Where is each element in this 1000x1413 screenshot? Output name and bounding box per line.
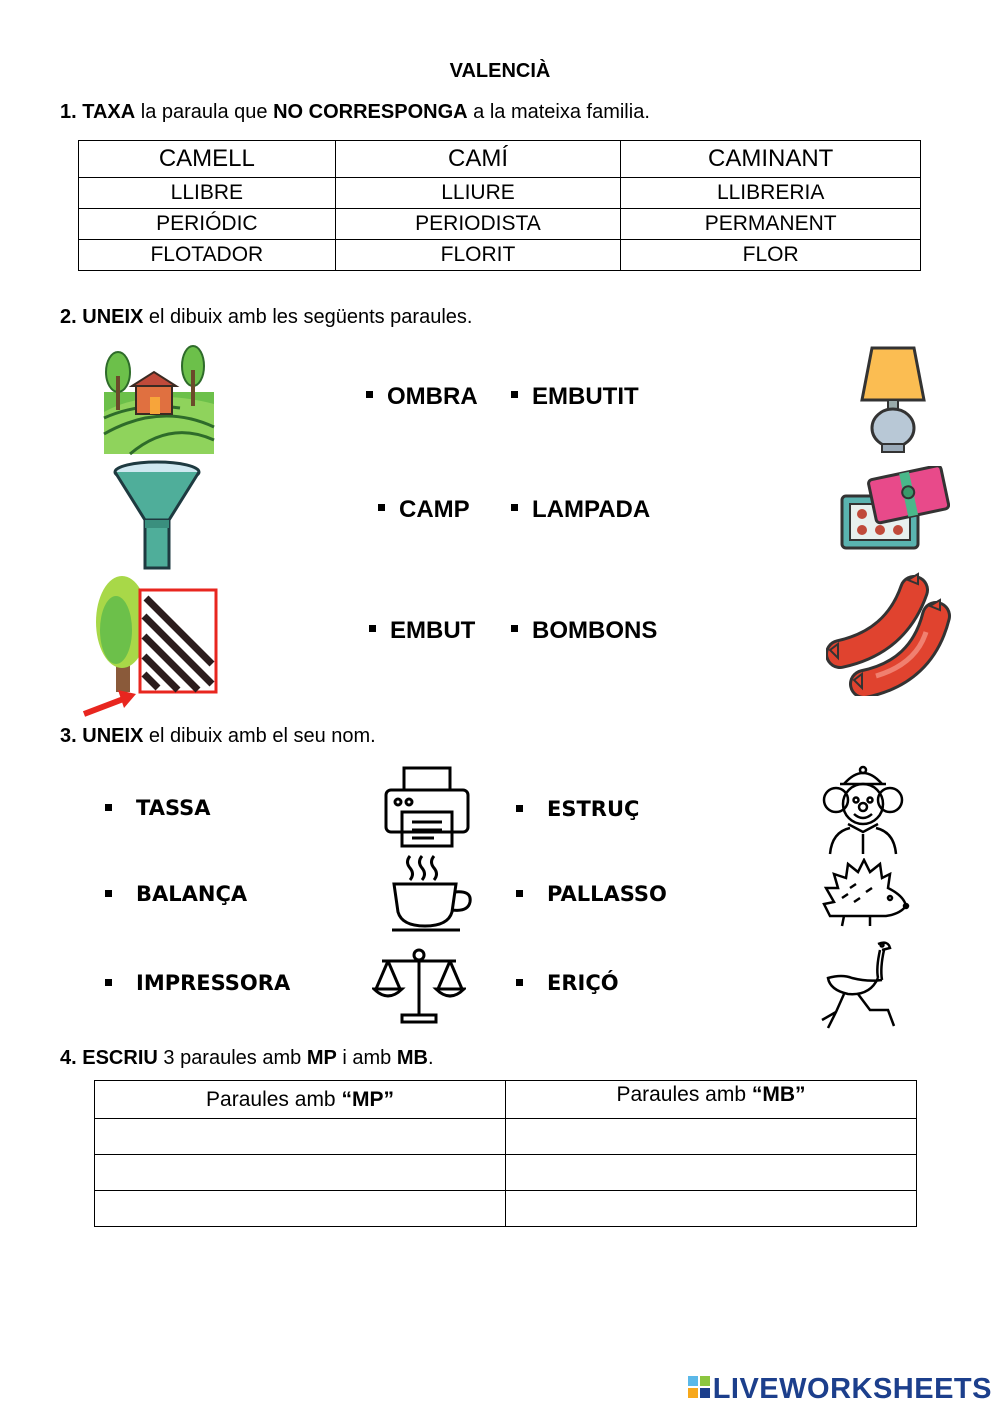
page-title: VALENCIÀ bbox=[449, 60, 551, 82]
bullet bbox=[105, 890, 112, 897]
bullet bbox=[511, 625, 518, 632]
bullet bbox=[511, 504, 518, 511]
table-row bbox=[95, 1155, 917, 1191]
answer-cell-mb[interactable] bbox=[506, 1119, 917, 1155]
bullet bbox=[369, 625, 376, 632]
bullet bbox=[516, 890, 523, 897]
mp-mb-table bbox=[94, 1080, 917, 1227]
word-erico[interactable]: ERIÇÓ bbox=[516, 971, 619, 995]
header-mb: Paraules amb “MB” bbox=[506, 1081, 917, 1119]
word-cell[interactable]: CAMINANT bbox=[621, 141, 921, 178]
word-bombons[interactable]: BOMBONS bbox=[511, 617, 657, 645]
lamp-picture[interactable] bbox=[858, 344, 928, 456]
word-pallasso[interactable]: PALLASSO bbox=[516, 882, 667, 906]
bullet bbox=[516, 805, 523, 812]
clown-picture[interactable] bbox=[820, 762, 906, 856]
word-family-table bbox=[78, 140, 921, 271]
table-row bbox=[95, 1119, 917, 1155]
bullet bbox=[511, 391, 518, 398]
bullet bbox=[516, 979, 523, 986]
ostrich-picture[interactable] bbox=[818, 938, 900, 1034]
word-embut[interactable]: EMBUT bbox=[369, 617, 475, 645]
liveworksheets-logo[interactable]: LIVEWORKSHEETS bbox=[688, 1373, 992, 1406]
word-cell[interactable]: PERIODISTA bbox=[335, 209, 621, 240]
word-tassa[interactable]: TASSA bbox=[105, 796, 211, 820]
question-3: 3. UNEIX el dibuix amb el seu nom. bbox=[60, 725, 376, 747]
table-row bbox=[79, 240, 921, 271]
word-cell[interactable]: PERIÓDIC bbox=[79, 209, 336, 240]
bullet bbox=[378, 504, 385, 511]
word-cell[interactable]: FLOTADOR bbox=[79, 240, 336, 271]
table-header-row bbox=[95, 1081, 917, 1119]
word-cell[interactable]: PERMANENT bbox=[621, 209, 921, 240]
table-row bbox=[79, 141, 921, 178]
printer-picture[interactable] bbox=[382, 764, 472, 852]
word-cell[interactable]: FLOR bbox=[621, 240, 921, 271]
header-mp: Paraules amb “MP” bbox=[95, 1081, 506, 1119]
scale-picture[interactable] bbox=[372, 945, 466, 1025]
word-impressora[interactable]: IMPRESSORA bbox=[105, 971, 290, 995]
logo-blocks-icon bbox=[688, 1376, 710, 1398]
bullet bbox=[105, 804, 112, 811]
word-cell[interactable]: CAMELL bbox=[79, 141, 336, 178]
cup-picture[interactable] bbox=[388, 852, 476, 936]
question-4: 4. ESCRIU 3 paraules amb MP i amb MB. bbox=[60, 1047, 434, 1069]
countryside-picture[interactable] bbox=[100, 342, 218, 457]
chocolate-box-picture[interactable] bbox=[838, 466, 950, 552]
answer-cell-mb[interactable] bbox=[506, 1191, 917, 1227]
word-cell[interactable]: LLIURE bbox=[335, 178, 621, 209]
word-cell[interactable]: LLIBRE bbox=[79, 178, 336, 209]
word-cell[interactable]: CAMÍ bbox=[335, 141, 621, 178]
bullet bbox=[366, 391, 373, 398]
hedgehog-picture[interactable] bbox=[820, 858, 910, 930]
table-row bbox=[79, 209, 921, 240]
table-row bbox=[95, 1191, 917, 1227]
word-embutit[interactable]: EMBUTIT bbox=[511, 383, 639, 411]
bullet bbox=[105, 979, 112, 986]
question-2: 2. UNEIX el dibuix amb les següents paraules. bbox=[60, 306, 473, 328]
funnel-picture[interactable] bbox=[112, 460, 202, 574]
tree-shade-picture[interactable] bbox=[80, 572, 225, 720]
answer-cell-mb[interactable] bbox=[506, 1155, 917, 1191]
word-ombra[interactable]: OMBRA bbox=[366, 383, 478, 411]
word-cell[interactable]: FLORIT bbox=[335, 240, 621, 271]
word-estruc[interactable]: ESTRUÇ bbox=[516, 797, 639, 821]
word-lampada[interactable]: LAMPADA bbox=[511, 496, 650, 524]
answer-cell-mp[interactable] bbox=[95, 1155, 506, 1191]
word-camp[interactable]: CAMP bbox=[378, 496, 470, 524]
answer-cell-mp[interactable] bbox=[95, 1119, 506, 1155]
word-cell[interactable]: LLIBRERIA bbox=[621, 178, 921, 209]
answer-cell-mp[interactable] bbox=[95, 1191, 506, 1227]
table-row bbox=[79, 178, 921, 209]
question-1: 1. TAXA la paraula que NO CORRESPONGA a la mateixa familia. bbox=[60, 101, 650, 123]
sausages-picture[interactable] bbox=[826, 572, 952, 696]
word-balanca[interactable]: BALANÇA bbox=[105, 882, 247, 906]
